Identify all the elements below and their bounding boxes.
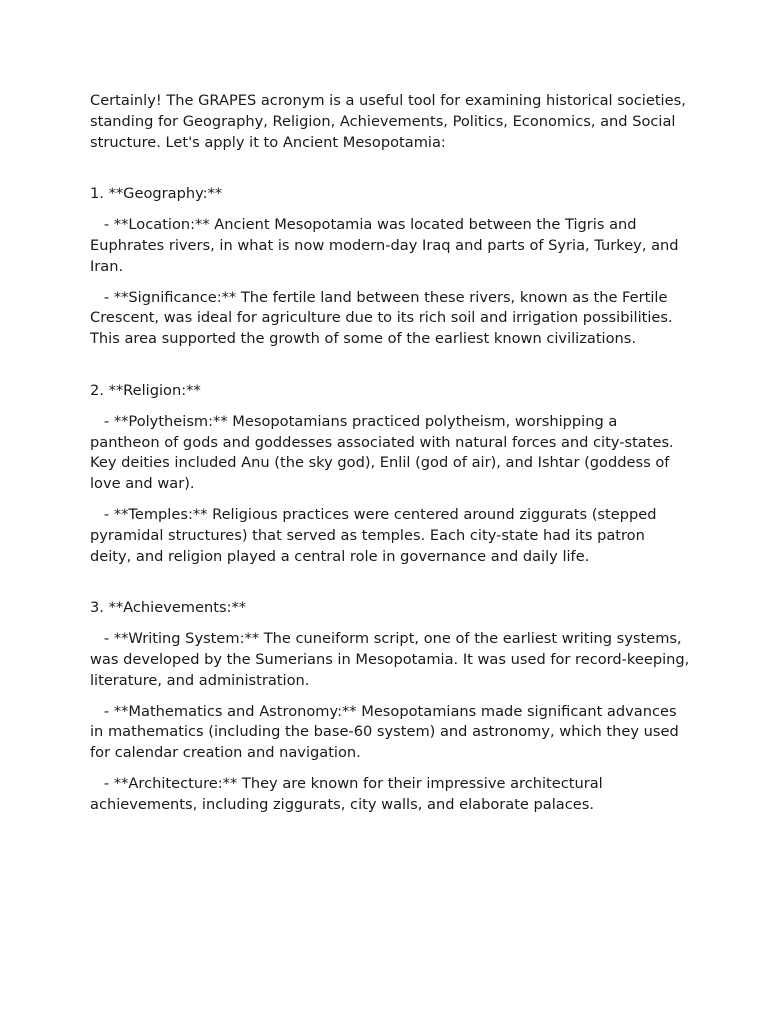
list-item-location: - **Location:** Ancient Mesopotamia was located between the Tigris and Euphrates rivers, in what is now modern-day Iraq and parts of Syria, Turkey, and Iran. xyxy=(90,216,684,275)
section-heading-geography: 1. **Geography:** xyxy=(90,185,223,203)
intro-paragraph: Certainly! The GRAPES acronym is a useful tool for examining historical societies, standing for Geography, Religion, Achievements, Politics, Economics, and Social structure. Let's apply it to Ancient Mesopotamia: xyxy=(90,92,686,151)
list-item-polytheism: - **Polytheism:** Mesopotamians practiced polytheism, worshipping a pantheon of gods and goddesses associated with natural forces and city-states. Key deities included Anu (the sky god), Enlil (god of air), and Ishtar (goddess of love and war). xyxy=(90,412,679,493)
list-item-writing-system: - **Writing System:** The cuneiform script, one of the earliest writing systems, was developed by the Sumerians in Mesopotamia. It was used for record-keeping, literature, and administration. xyxy=(90,630,694,689)
list-item-significance: - **Significance:** The fertile land between these rivers, known as the Fertile Crescent, was ideal for agriculture due to its rich soil and irrigation possibilities. This area supported the growth of some of the earliest known civilizations. xyxy=(90,288,678,348)
document-body xyxy=(90,91,694,826)
list-item-mathematics-astronomy: - **Mathematics and Astronomy:** Mesopotamians made significant advances in mathematics (including the base-60 system) and astronomy, which they used for calendar creation and navigation. xyxy=(90,702,684,762)
list-item-temples: - **Temples:** Religious practices were centered around ziggurats (stepped pyramidal structures) that served as temples. Each city-state had its patron deity, and religion played a central role in governance and daily life. xyxy=(90,505,662,565)
list-item-architecture: - **Architecture:** They are known for their impressive architectural achievements, including ziggurats, city walls, and elaborate palaces. xyxy=(90,774,608,813)
section-heading-achievements: 3. **Achievements:** xyxy=(90,599,247,617)
section-heading-religion: 2. **Religion:** xyxy=(90,381,201,399)
